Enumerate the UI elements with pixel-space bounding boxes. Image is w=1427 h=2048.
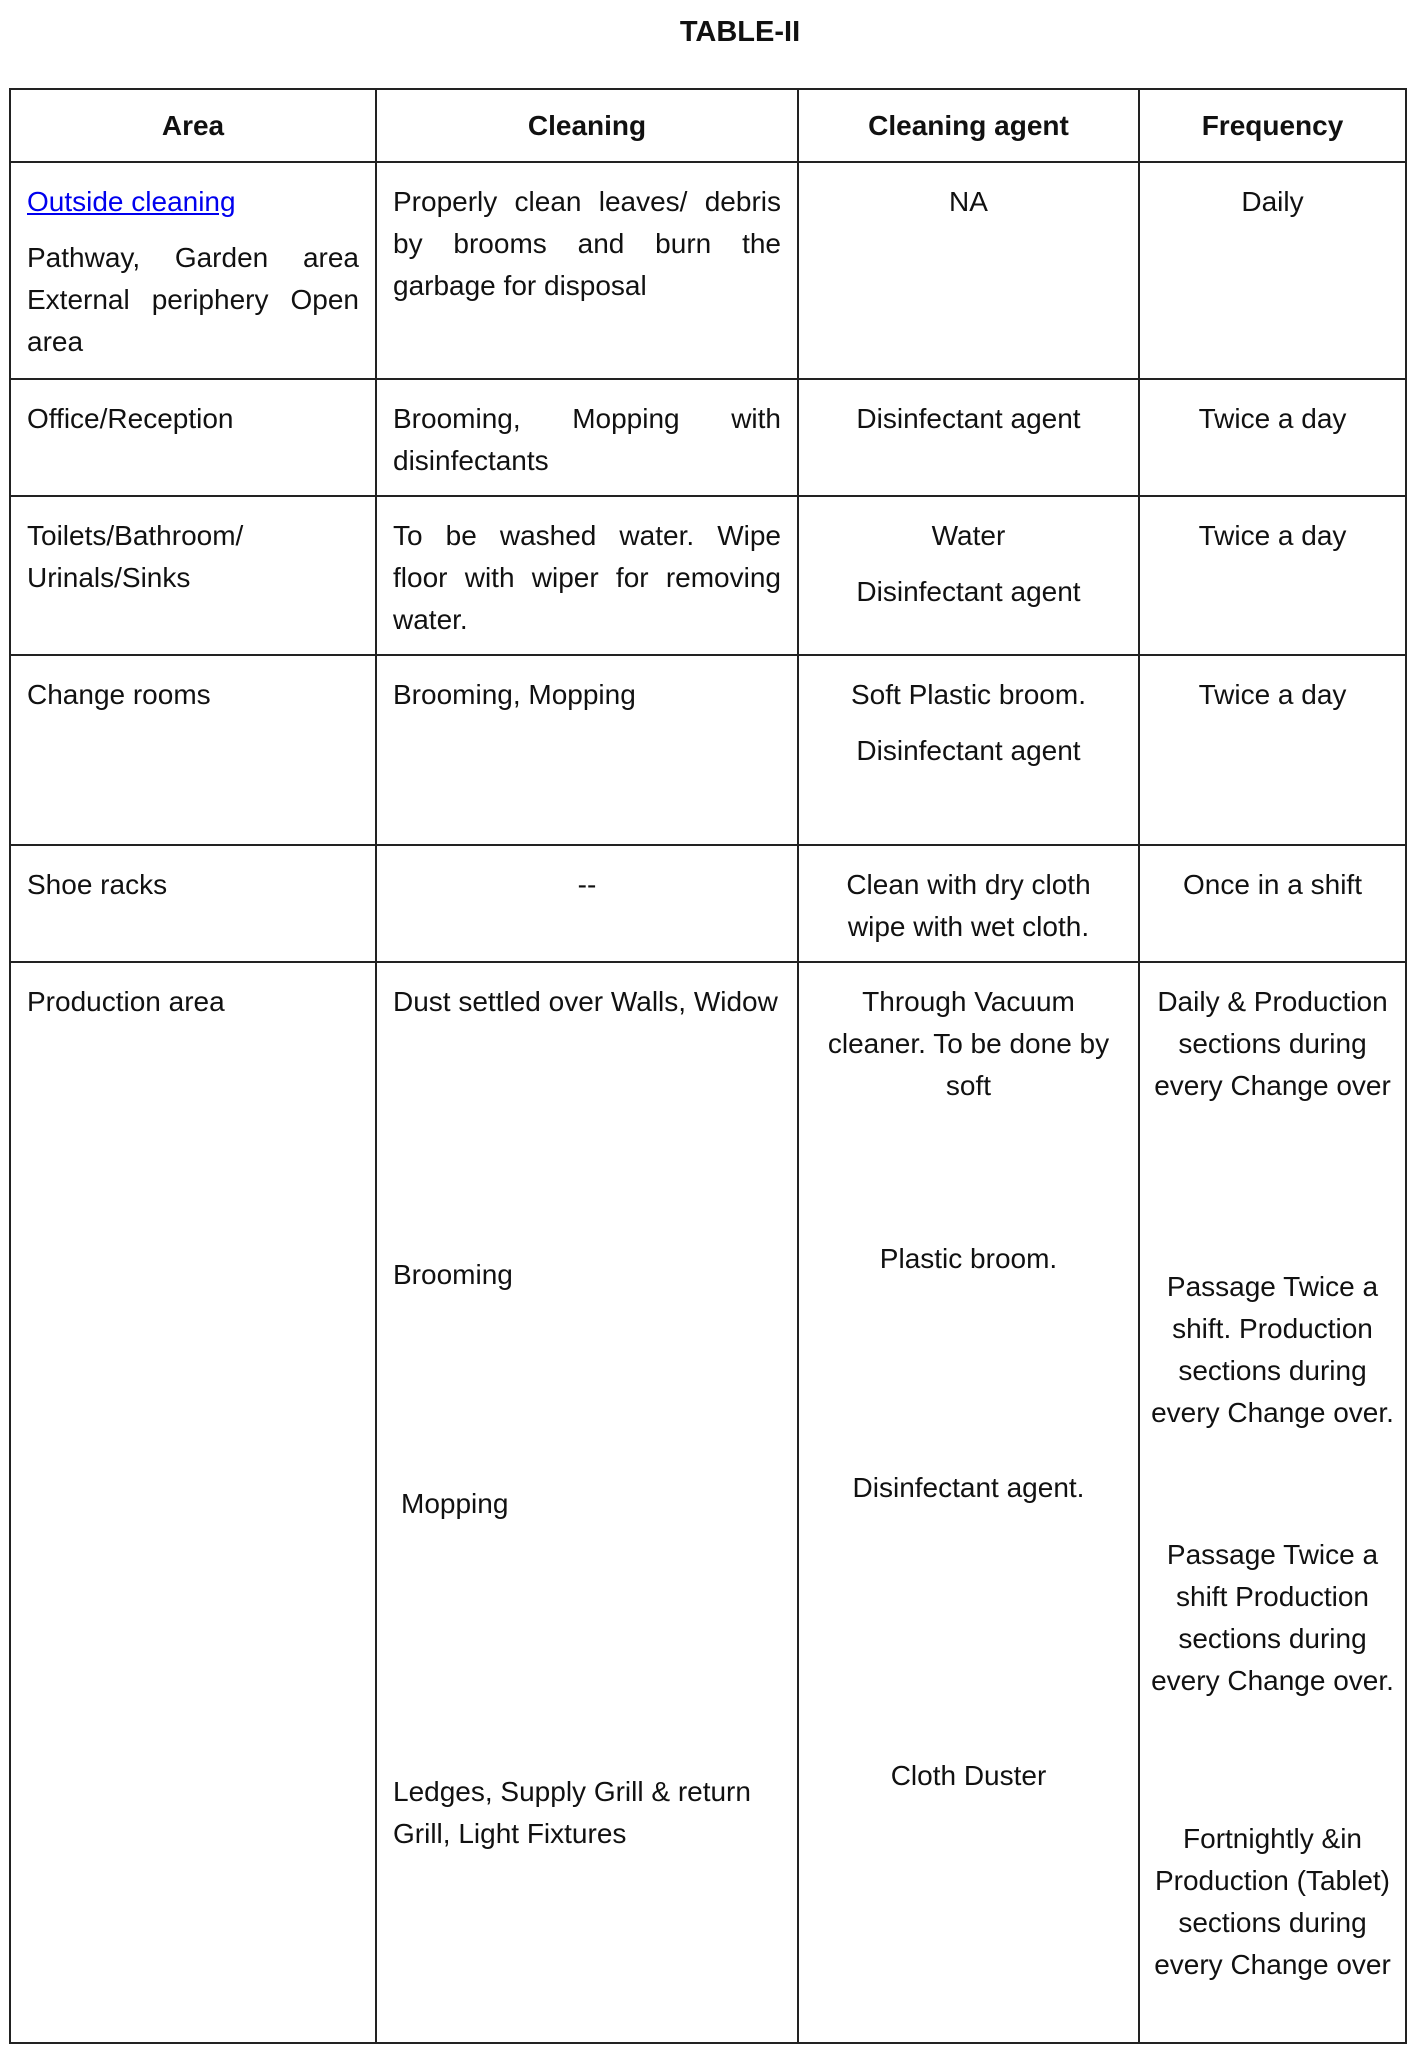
frequency-cell: Twice a day	[1139, 655, 1406, 845]
cleaning-item: Ledges, Supply Grill & return Grill, Light Fixtures	[393, 1776, 751, 1849]
header-cleaning-agent: Cleaning agent	[798, 89, 1139, 162]
area-cell	[10, 962, 376, 2043]
frequency-item: Passage Twice a shift. Production sections during every Change over.	[1151, 1271, 1394, 1428]
agent-line: Disinfectant agent	[856, 576, 1081, 607]
table-row	[10, 162, 1406, 379]
cleaning-cell: --	[376, 845, 798, 962]
header-frequency: Frequency	[1139, 89, 1406, 162]
outside-cleaning-link[interactable]: Outside cleaning	[27, 186, 236, 217]
frequency-cell	[1139, 962, 1406, 2043]
agent-item: Plastic broom.	[879, 1243, 1058, 1274]
agent-item: Through Vacuum cleaner. To be done by soft	[827, 986, 1110, 1101]
agent-cell: NA	[798, 162, 1139, 379]
area-cell	[10, 162, 376, 379]
frequency-item: Fortnightly &in Production (Tablet) sections during every Change over	[1154, 1823, 1391, 1980]
area-text: Production area	[27, 986, 225, 1017]
table-row	[10, 496, 1406, 655]
cleaning-cell: Brooming, Mopping with disinfectants	[376, 379, 798, 496]
frequency-item: Daily & Production sections during every Change over	[1154, 986, 1391, 1101]
cleaning-cell: Brooming, Mopping	[376, 655, 798, 845]
agent-line: Disinfectant agent	[856, 735, 1081, 766]
header-cleaning: Cleaning	[376, 89, 798, 162]
agent-cell: Disinfectant agent	[798, 379, 1139, 496]
frequency-cell: Once in a shift	[1139, 845, 1406, 962]
cleaning-cell: Properly clean leaves/ debris by brooms and burn the garbage for disposal	[376, 162, 798, 379]
agent-cell	[798, 496, 1139, 655]
production-row	[10, 962, 1406, 2043]
cleaning-cell: To be washed water. Wipe floor with wiper for removing water.	[376, 496, 798, 655]
header-row	[10, 89, 1406, 162]
table-row	[10, 845, 1406, 962]
frequency-cell: Daily	[1139, 162, 1406, 379]
table-row	[10, 379, 1406, 496]
agent-line: Soft Plastic broom.	[851, 679, 1086, 710]
area-text: Pathway, Garden area External periphery Open area	[27, 242, 359, 357]
area-cell: Shoe racks	[10, 845, 376, 962]
agent-cell	[798, 962, 1139, 2043]
cleaning-schedule-table	[9, 88, 1407, 2044]
table-title: TABLE-II	[679, 16, 801, 48]
agent-cell: Clean with dry cloth wipe with wet cloth.	[798, 845, 1139, 962]
header-area: Area	[10, 89, 376, 162]
cleaning-item: Brooming	[393, 1259, 513, 1290]
table-row	[10, 655, 1406, 845]
frequency-cell: Twice a day	[1139, 379, 1406, 496]
cleaning-item: Dust settled over Walls, Widow	[393, 986, 778, 1017]
agent-cell	[798, 655, 1139, 845]
area-cell: Toilets/Bathroom/ Urinals/Sinks	[10, 496, 376, 655]
frequency-cell: Twice a day	[1139, 496, 1406, 655]
area-cell: Office/Reception	[10, 379, 376, 496]
frequency-item: Passage Twice a shift Production sections during every Change over.	[1151, 1539, 1394, 1696]
area-cell: Change rooms	[10, 655, 376, 845]
cleaning-cell	[376, 962, 798, 2043]
agent-item: Disinfectant agent.	[852, 1472, 1085, 1503]
cleaning-item: Mopping	[401, 1488, 509, 1519]
agent-item: Cloth Duster	[890, 1760, 1047, 1791]
agent-line: Water	[931, 520, 1006, 551]
